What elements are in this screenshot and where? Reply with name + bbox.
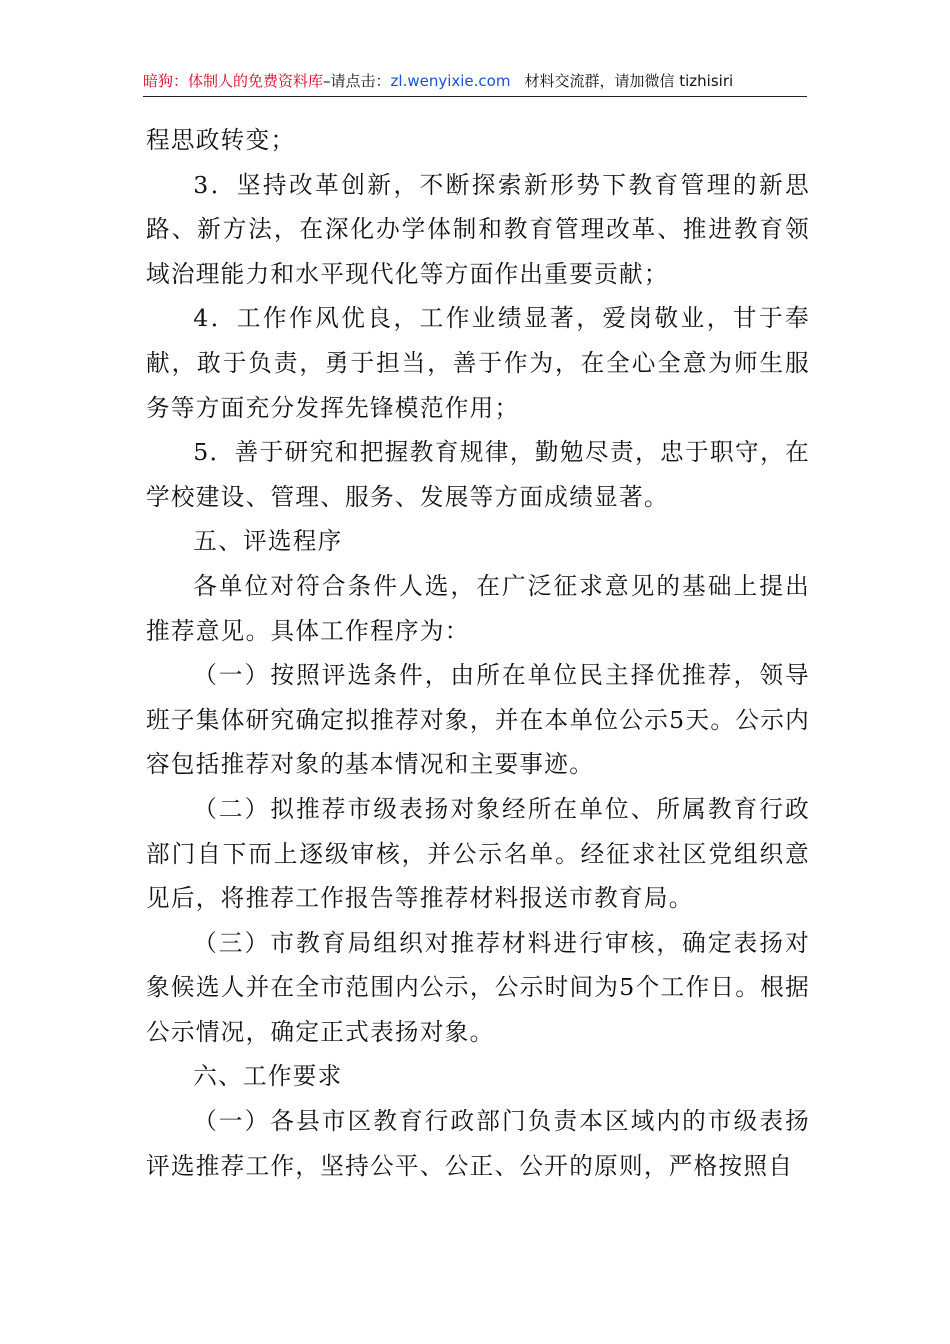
page-header: [143, 68, 807, 97]
paragraph-continuation: 程思政转变；: [146, 126, 296, 154]
paragraph-step-2: （二）拟推荐市级表扬对象经所在单位、所属教育行政部门自下而上逐级审核，并公示名单。经征求社区党组织意见后，将推荐工作报告等推荐材料报送市教育局。: [146, 794, 810, 913]
paragraph-step-1: （一）按照评选条件，由所在单位民主择优推荐，领导班子集体研究确定拟推荐对象，并在本单位公示5天。公示内容包括推荐对象的基本情况和主要事迹。: [146, 661, 810, 779]
document-body: [146, 118, 810, 1188]
header-contact: 材料交流群，请加微信 tizhisiri: [524, 72, 734, 90]
section-heading-6: 六、工作要求: [193, 1062, 343, 1091]
header-click-prompt: –请点击：: [323, 72, 391, 90]
paragraph-step-3: （三）市教育局组织对推荐材料进行审核，确定表扬对象候选人并在全市范围内公示，公示时间为5个工作日。根据公示情况，确定正式表扬对象。: [146, 928, 810, 1046]
paragraph-section5-intro: 各单位对符合条件人选，在广泛征求意见的基础上提出推荐意见。具体工作程序为：: [146, 571, 810, 645]
section-heading-5: 五、评选程序: [193, 527, 343, 556]
header-site-name: 暗狗：体制人的免费资料库: [143, 72, 324, 90]
paragraph-item-5: 5．善于研究和把握教育规律，勤勉尽责，忠于职守，在学校建设、管理、服务、发展等方面成绩显著。: [146, 438, 810, 511]
paragraph-requirement-1: （一）各县市区教育行政部门负责本区域内的市级表扬评选推荐工作，坚持公平、公正、公开的原则，严格按照自: [146, 1107, 810, 1180]
paragraph-item-3: 3．坚持改革创新，不断探索新形势下教育管理的新思路、新方法，在深化办学体制和教育管理改革、推进教育领域治理能力和水平现代化等方面作出重要贡献；: [146, 170, 810, 288]
header-url-link[interactable]: zl.wenyixie.com: [390, 72, 511, 90]
paragraph-item-4: 4．工作作风优良，工作业绩显著，爱岗敬业，甘于奉献，敢于负责，勇于担当，善于作为，在全心全意为师生服务等方面充分发挥先锋模范作用；: [146, 304, 810, 422]
